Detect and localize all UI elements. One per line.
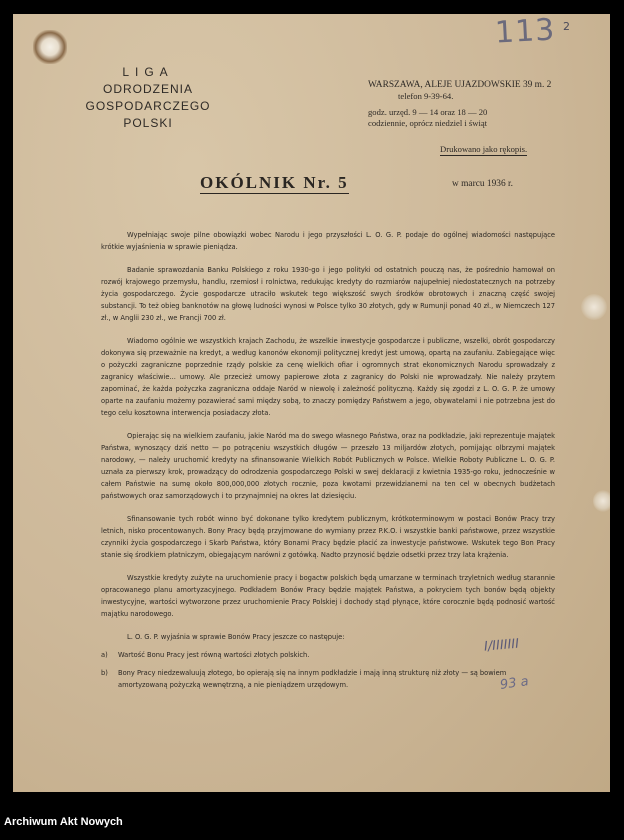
document-body — [101, 230, 555, 698]
paragraph: Wiadomo ogólnie we wszystkich krajach Zachodu, że wszelkie inwestycje gospodarcze i publiczne, wszelki, obrót gospodarczy dokonywa się przeważnie na kredyt, a według kanonów ekonomji politycznej kredyt jest umową, opartą na zaufaniu. Zabiegające więc o pożyczki zagraniczne poprzednie rządy polskie za cenę wielkich ofiar i ogromnych strat ekonomicznych Narodu sprowadzały z zagranicy właściwie... umowy. Ale przecież umowy papierowe złota z zagranicy do Polski nie wprowadzały. Nie należy przytem zapominać, że każda pożyczka zagraniczna oddaje Naród w niewolę i zależność polityczną. Każdy się zgodzi z L. O. G. P. że umowy oparte na zaufaniu możemy pozawierać sami między sobą, to znaczy pomiędzy Państwem a jego, obywatelami i nie potrzebna jest do tego celu kosztowna interwencja posiadaczy złota. — [101, 337, 555, 417]
list-marker: b) — [101, 669, 108, 678]
paragraph: Opierając się na wielkiem zaufaniu, jakie Naród ma do swego własnego Państwa, oraz na podkładzie, jaki reprezentuje majątek Państwa, wynoszący dziś netto — po potrąceniu wszystkich długów — przeszło 13 miljardów złotych, pomijając olbrzymi majątek narodowy, — należy uruchomić kredyty na sfinansowanie Wielkich Robót Publicznych w Polsce. Wielkie Roboty Publiczne L. O. G. P. uznała za pierwszy krok, prowadzący do odrodzenia gospodarczego Polski w swej deklaracji z kwietnia 1935-go roku, jednocześnie w całem Państwie na sumę około 800,000,000 złotych rocznie, poza kwotami przewidzianemi na ten cel w obecnych budżetach państwowych oraz samorządowych i to przynajmniej na okres lat dziesięciu. — [101, 432, 555, 500]
org-line-3: POLSKI — [123, 116, 173, 130]
list-item-text: Bony Pracy niedzewaluują złotego, bo opierają się na innym podkładzie i mają inną strukturę niż złoty — są bowiem amortyzowaną pożyczką wewnętrzną, a nie pieniądzem urzędowym. — [118, 669, 507, 690]
office-hours-note: codziennie, oprócz niedziel i świąt — [368, 117, 488, 128]
office-hours: godz. urzęd. 9 — 14 oraz 18 — 20 — [368, 107, 488, 117]
paper-damage-spot — [33, 30, 67, 64]
paragraph: Badanie sprawozdania Banku Polskiego z roku 1930-go i jego polityki od ostatnich pouczą nas, że pośrednio hamował on rozwój krajowego przemysłu, handlu, rzemiosł i rolnictwa, redukując kredyty do rozmiarów najupełniej niedostatecznych na potrzeby życia gospodarczego. Życie gospodarcze utraciło wskutek tego większość swych środków obrotowych i znaczną część swojej substancji. To też obieg banknotów na głowę ludności wynosi w Polsce tylko 30 złotych, gdy w Rumunji ponad 40 zł., w Niemczech 127 zł., w Anglii 230 zł., we Francji 700 zł. — [101, 266, 555, 322]
phone: telefon 9-39-64. — [398, 90, 454, 101]
paragraph: Sfinansowanie tych robót winno być dokonane tylko kredytem publicznym, krótkoterminowym w postaci Bonów Pracy trzy letnich, nisko procentowanych. Bony Pracy będą przyjmowane do wymiany przez P.K.O. i wszystkie banki państwowe, przez wszystkie czynniki życia gospodarczego i Skarb Państwa, który Bonami Pracy będzie płacić za inwestycje państwowe. Wskutek tego Bon Pracy stanie się środkiem płatniczym, obiegającym narówni z gotówką. Nadto przynosić będzie odsetki przez trzy lata krążenia. — [101, 515, 555, 559]
printed-note: Drukowano jako rękopis. — [440, 144, 528, 154]
paper-damage-spot — [593, 490, 610, 512]
list-intro: L. O. G. P. wyjaśnia w sprawie Bonów Pracy jeszcze co następuje: — [127, 633, 345, 642]
paper-damage-spot — [581, 294, 607, 320]
org-line-2: ODRODZENIA GOSPODARCZEGO — [85, 82, 211, 113]
paragraph: Wszystkie kredyty zużyte na uruchomienie pracy i bogactw polskich będą umarzane w terminach trzyletnich według starannie opracowanego planu amortyzacyjnego. Podkładem Bonów Pracy będzie majątek Państwa, a pokryciem tych bonów będą objekty inwestycyjne, wartości wytworzone przez uruchomienie Pracy Polskiej i dochody stąd płynące, które corocznie będą podnosić wartość majątku narodowego. — [101, 574, 555, 618]
address-block — [368, 80, 568, 128]
document-date: w marcu 1936 r. — [452, 179, 513, 189]
list-marker: a) — [101, 651, 108, 660]
pen-annotation: 93 a — [499, 674, 530, 693]
list-item-text: Wartość Bonu Pracy jest równą wartości złotych polskich. — [118, 651, 310, 660]
list-item — [101, 668, 555, 692]
pen-annotation: I/IIIIIII — [483, 636, 520, 655]
organization-name — [48, 64, 248, 132]
archive-number: 113 — [494, 12, 557, 51]
archive-footer: Archiwum Akt Nowych — [4, 816, 123, 828]
address: WARSZAWA, ALEJE UJAZDOWSKIE 39 m. 2 — [368, 80, 552, 90]
archive-number-sup: 2 — [563, 20, 570, 33]
org-line-1: LIGA — [122, 65, 174, 79]
document-title: OKÓLNIK Nr. 5 — [200, 173, 349, 192]
paragraph: Wypełniając swoje pilne obowiązki wobec Narodu i jego przyszłości L. O. G. P. podaje do ogólnej wiadomości następujące krótkie wyjaśnienia w sprawie pieniądza. — [101, 231, 555, 251]
